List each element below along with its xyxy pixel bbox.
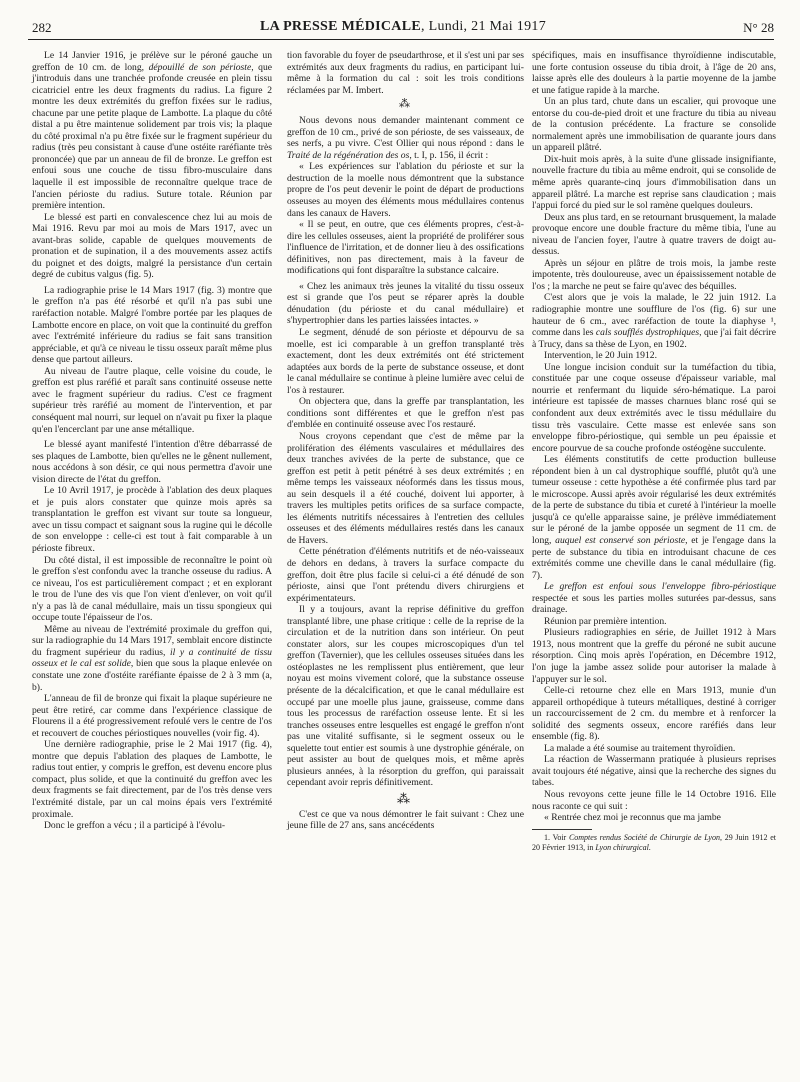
paragraph: Nous croyons cependant que c'est de même par la prolifération des éléments vasculaires et médullaires des deux tranches avivées de la perte de substance, que ce greffon est petit à petit pénétré à ses deux extrémités ; en même temps les vaisseaux néoformés dans les tissus mous, au sein desquels il a été couché, doivent lui apporter, à travers les multiples petits orifices de sa surface compacte, les éléments nutritifs nécessaires à l'entretien des cellules osseuses et des éléments médullaires restés dans les canaux de Havers. — [287, 430, 524, 546]
column-middle — [287, 50, 524, 832]
paragraph: Il y a toujours, avant la reprise définitive du greffon transplanté libre, une phase critique : celle de la reprise de la circulation et de la nutrition dans son intérieur. On peut constater alors, sur les coupes microscopiques d'un tel greffon (Tavernier), que les cellules osseuses situées dans les ostéoplastes ne les remplissent plus entièrement, que leur noyau est moins vivement coloré, que la substance osseuse présente de la décalcification, et que le canal médullaire est occupé par une moelle plus jaune, graisseuse, comme dans tous les processus de raréfaction osseuse lente. Et si les tranches osseuses entre lesquelles est engagé le greffon n'ont pas une vitalité suffisante, si le segment osseux ou le squelette tout entier est soumis à une dystrophie générale, on peut assister au bout de quelques mois, et même après plusieurs années, à la résorption du greffon, qui paraissait cependant avoir repris définitivement. — [287, 604, 524, 789]
paragraph: Une dernière radiographie, prise le 2 Mai 1917 (fig. 4), montre que depuis l'ablation des plaques de Lambotte, le radius tout entier, y compris le greffon, est devenu encore plus compact, plus solide, et que la continuité du greffon avec les deux fragments se fait directement, par de l'os très dense vers l'extrémité distale, par un cal moins épais vers l'extrémité proximale. — [32, 739, 272, 820]
paragraph: spécifiques, mais en insuffisance thyroïdienne indiscutable, une forte contusion osseuse du tibia droit, à l'âge de 20 ans, laisse après elle des douleurs à la partie moyenne de la jambe et une fatigue rapide à la marche. — [532, 50, 776, 96]
paragraph: Intervention, le 20 Juin 1912. — [544, 350, 657, 362]
paragraph: C'est alors que je vois la malade, le 22 juin 1912. La radiographie montre une soufflure de l'os (fig. 6) sur une hauteur de 6 cm., avec raréfaction de toute la diaphyse ¹, comme dans les cals soufflés dystrophiques, que j'ai fait décrire à Trucy, dans sa thèse de Lyon, en 1902. — [532, 292, 776, 350]
paragraph: Le blessé est parti en convalescence chez lui au mois de Mai 1916. Revu par moi au mois de Mars 1917, avec un avant-bras solide, capable de quelques mouvements de pronation et de supination, il a des mouvements assez actifs du poignet et des doigts, malgré la persistance d'un certain degré de cubitus valgus (fig. 5). — [32, 211, 272, 281]
paragraph: Nous devons nous demander maintenant comment ce greffon de 10 cm., privé de son périoste, de ses vaisseaux, de ses nerfs, a pu vivre. C'est Ollier qui nous répond : dans le Traité de la régénération des os, t. I, p. 156, il écrit : — [287, 115, 524, 161]
page-number: 282 — [32, 20, 52, 35]
paragraph: Le blessé ayant manifesté l'intention d'être débarrassé de ses plaques de Lambotte, bien qu'elles ne le gênent nullement, nous accédons à son désir, ce qui nous permettra d'avoir une vision directe de l'état du greffon. — [32, 439, 272, 485]
issue-date: , Lundi, 21 Mai 1917 — [421, 19, 546, 34]
paragraph: La réaction de Wassermann pratiquée à plusieurs reprises avait toujours été négative, ainsi que la recherche des signes du tabes. — [532, 754, 776, 789]
paragraph: La radiographie prise le 14 Mars 1917 (fig. 3) montre que le greffon n'a pas été résorbé et qu'il n'a pas subi une raréfaction notable. Malgré l'ombre portée par les plaques de Lambotte encore en place, on voit que la continuité du greffon avec l'extrémité inférieure du radius se fait sans transition appréciable, et qu'à ce niveau le tissu osseux paraît même plus dense que partout ailleurs. — [32, 284, 272, 366]
journal-header — [32, 19, 774, 35]
paragraph: Le greffon est enfoui sous l'enveloppe fibro-périostique respectée et sous les parties molles suturées par-dessus, sans drainage. — [532, 581, 776, 616]
paragraph: La malade a été soumise au traitement thyroïdien. — [544, 742, 736, 754]
paragraph: Au niveau de l'autre plaque, celle voisine du coude, le greffon est plus raréfié et paraît sans continuité osseuse nette avec le fragment supérieur du radius. C'est ce fragment supérieur très raréfié au moment de l'intervention, et par conséquent mal nourri, sur lequel on n'avait pu fixer la plaque qu'en l'encerclant par une anse métallique. — [32, 365, 272, 435]
paragraph: tion favorable du foyer de pseudarthrose, et il s'est uni par ses extrémités aux deux fragments du radius, en participant lui-même à la formation du cal : soit les trois conditions réclamées par M. Imbert. — [287, 50, 524, 96]
quotation: « Les expériences sur l'ablation du périoste et sur la destruction de la moelle nous démontrent que la substance propre de l'os peut devenir le point de départ de productions osseuses au moyen des éléments mous médullaires contenus dans les canaux de Havers. — [287, 161, 524, 219]
paragraph: C'est ce que va nous démontrer le fait suivant : Chez une jeune fille de 27 ans, sans ancécédents — [287, 808, 524, 832]
journal-title: LA PRESSE MÉDICALE — [260, 19, 421, 34]
quotation: « Rentrée chez moi je reconnus que ma jambe — [544, 812, 721, 824]
paragraph: Nous revoyons cette jeune fille le 14 Octobre 1916. Elle nous raconte ce qui suit : — [532, 789, 776, 812]
section-separator: ⁂ — [399, 98, 412, 111]
column-left — [32, 50, 272, 832]
paragraph: Du côté distal, il est impossible de reconnaître le point où le greffon s'est confondu avec la tranche osseuse du radius. A ce niveau, l'os est particulièrement compact ; et en explorant le trou de l'une des vis que l'on vient d'enlever, on voit qu'il n'y a pas là de canal médullaire, mais un tissu spongieux qui occupe toute l'épaisseur de l'os. — [32, 554, 272, 624]
paragraph: Celle-ci retourne chez elle en Mars 1913, munie d'un appareil orthopédique à tuteurs métalliques, destiné à corriger un raccourcissement de 2 cm. du membre et à renforcer la solidité des segments osseux, encore raréfiés dans leur ensemble (fig. 8). — [532, 685, 776, 743]
paragraph: Le 10 Avril 1917, je procède à l'ablation des deux plaques et je puis alors constater que quinze mois après sa transplantation le greffon est vivant sur toute sa longueur, avec un tissu compact et saignant sous la rugine qui le décolle de son enveloppe : celle-ci est tout à fait comparable à un périoste fibreux. — [32, 485, 272, 554]
paragraph: Après un séjour en plâtre de trois mois, la jambe reste impotente, très douloureuse, avec un épaississement notable de l'os ; la marche ne peut se faire qu'avec des béquilles. — [532, 257, 776, 292]
paragraph: Les éléments constitutifs de cette production bulleuse répondent bien à un cal dystrophique soufflé, plutôt qu'à une tumeur osseuse : cette hypothèse a été confirmée plus tard par le microscope. Aussi après avoir régularisé les deux extrémités de la perte de substance du tibia et cureté à l'intérieur la moelle jusqu'à ce qu'elle apparaisse saine, je prélève immédiatement sur le péroné de la jambe opposée un segment de 11 cm. de long, auquel est conservé son périoste, et je l'engage dans la perte de substance du tibia en introduisant chacune de ces extrémités comme une cheville dans le canal médullaire (fig. 7). — [532, 454, 776, 581]
paragraph: Même au niveau de l'extrémité proximale du greffon qui, sur la radiographie du 14 Mars 1917, semblait encore distincte du fragment supérieur du radius, il y a continuité de tissu osseux et le cal est solide, bien que sous la plaque enlevée on constate une zone d'ostéite raréfiante épaisse de 2 à 3 mm (a, b). — [32, 623, 273, 693]
paragraph: Le 14 Janvier 1916, je prélève sur le péroné gauche un greffon de 10 cm. de long, dépouillé de son périoste, que j'introduis dans une tranchée profonde creusée en plein tissu cicatriciel entre les deux fragments du radius. La figure 2 montre les deux extrémités du greffon fixées sur le radius, chacune par une petite plaque de Lambotte. La plaque du côté distal a pu être maintenue solidement par trois vis; la plaque du côté proximal n'a pu être fixée sur le fragment supérieur du radius (très peu consistant à cause d'une ostéite raréfiante très prononcée) que par un anneau de fil de bronze. Le greffon est enfoui sous une couche de tissu fibro-musculaire dans laquelle il est impossible de reconnaître quelque trace de l'ancien périoste du radius. Suture totale. Réunion par première intention. — [32, 50, 273, 212]
quotation: « Il se peut, en outre, que ces éléments propres, c'est-à-dire les cellules osseuses, aient la propriété de proliférer sous l'influence de l'irritation, et de donner lieu à des ossifications définitives, non pas directement, mais à la faveur de modifications qui font disparaître la substance calcaire. — [287, 219, 524, 277]
section-separator: ⁂ — [397, 790, 414, 806]
paragraph: Le segment, dénudé de son périoste et dépourvu de sa moelle, est ici comparable à un greffon transplanté très exactement, dont les deux extrémités ont été strictement adaptées aux bords de la perte de substance osseuse, et dont le canal médullaire se continue à pleine lumière avec celui de l'os à restaurer. — [287, 327, 524, 396]
issue-number: N° 28 — [743, 20, 774, 35]
quotation: « Chez les animaux très jeunes la vitalité du tissu osseux est si grande que l'os peut se réparer après la double dénudation (du périoste et du canal médullaire) et s'hypertrophier dans les parties laissées intactes. » — [287, 280, 524, 327]
paragraph: Une longue incision conduit sur la tuméfaction du tibia, constituée par une coque osseuse d'épaisseur variable, mal nourrie et renfermant du liquide séro-hématique. La paroi intérieure est tapissée de masses charnues blanc rosé qui se confondent aux deux extrémités avec le tissu médullaire du tissu très vasculaire. Cette masse est enlevée sans son enveloppe fibro-périostique, qui semble un peu épaissie et encore pourvue de sa couche profonde ostéogène succulente. — [532, 361, 776, 454]
paragraph: Plusieurs radiographies en série, de Juillet 1912 à Mars 1913, nous montrent que la greffe du péroné ne subit aucune résorption. Cinq mois après l'opération, en Décembre 1912, l'on juge la jambe assez solide pour autoriser la malade à l'appuyer sur le sol. — [532, 627, 776, 685]
page-header — [32, 18, 774, 38]
paragraph: Donc le greffon a vécu ; il a participé à l'évolu- — [44, 820, 226, 832]
footnote: 1. Voir Comptes rendus Société de Chirurgie de Lyon, 29 Juin 1912 et 20 Février 1913, in Lyon chirurgical. — [532, 832, 776, 852]
paragraph: Dix-huit mois après, à la suite d'une glissade insignifiante, nouvelle fracture du tibia au même endroit, qui se consolide de même après quarante-cinq jours d'immobilisation dans un appareil plâtré. La marche est reprise sans claudication ; mais l'appui forcé du pied sur le sol ramène quelques douleurs. — [532, 153, 776, 212]
paragraph: Un an plus tard, chute dans un escalier, qui provoque une entorse du cou-de-pied droit et une fracture du tibia au niveau de la contusion précédente. La fracture se consolide normalement après une immobilisation de quarante jours dans un appareil plâtré. — [532, 96, 776, 154]
paragraph: Cette pénétration d'éléments nutritifs et de néo-vaisseaux de dehors en dedans, à travers la surface compacte du greffon, doit être plus facile si celui-ci a été dénudé de son périoste, ainsi que l'ont prétendu divers chirurgiens et expérimentateurs. — [287, 546, 524, 604]
footnote-rule — [532, 829, 592, 830]
column-right — [532, 50, 776, 853]
header-rule — [28, 39, 774, 40]
paragraph: L'anneau de fil de bronze qui fixait la plaque supérieure ne peut être retiré, car comme dans l'expérience classique de Flourens il a été progressivement refoulé vers le centre de l'os et recouvert de couches périostiques nouvelles (voir fig. 4). — [32, 693, 272, 739]
paragraph: Deux ans plus tard, en se retournant brusquement, la malade provoque encore une double fracture du même tibia, l'une au niveau de l'ancien foyer, l'autre à quatre travers de doigt au-dessus. — [532, 211, 776, 258]
paragraph: Réunion par première intention. — [544, 615, 667, 627]
paragraph: On objectera que, dans la greffe par transplantation, les conditions sont différentes et que le greffon n'est pas d'emblée en continuité osseuse avec l'os restauré. — [287, 396, 524, 431]
